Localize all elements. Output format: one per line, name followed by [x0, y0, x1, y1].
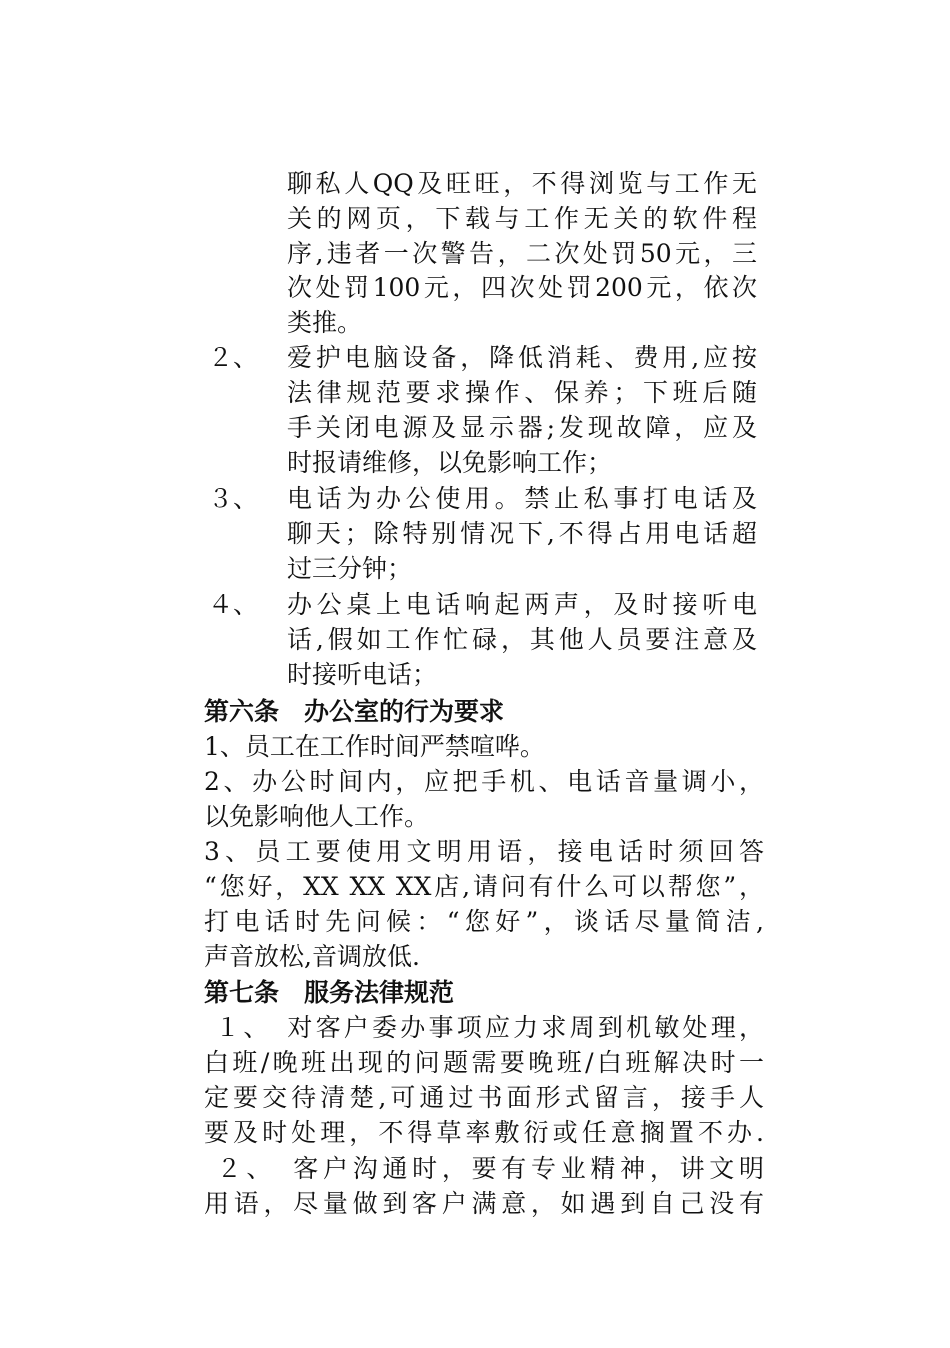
- text-line: 关的网页，下载与工作无关的软件程: [287, 204, 757, 233]
- text-line: 3、员工要使用文明用语，接电话时须回答: [204, 837, 764, 866]
- text-line: 电话为办公使用。禁止私事打电话及: [287, 484, 757, 513]
- section-heading: 第六条 办公室的行为要求: [204, 697, 505, 726]
- text-line: 类推。: [287, 308, 363, 337]
- text-line: 2、办公时间内，应把手机、电话音量调小，: [204, 767, 764, 796]
- text-line: 打电话时先问候：“您好”，谈话尽量简洁,: [204, 907, 764, 936]
- text-line: 1、员工在工作时间严禁喧哗。: [204, 732, 545, 761]
- text-line: 时接听电话；: [287, 660, 438, 689]
- text-line: 次处罚100元，四次处罚200元，依次: [287, 273, 757, 302]
- list-number: ４、: [208, 590, 259, 619]
- text-line: 聊私人QQ及旺旺，不得浏览与工作无: [287, 169, 757, 198]
- text-line: 话,假如工作忙碌，其他人员要注意及: [287, 625, 757, 654]
- list-number: ３、: [208, 484, 259, 513]
- text-line: 时报请维修，以免影响工作；: [287, 448, 613, 477]
- text-line: 用语，尽量做到客户满意，如遇到自己没有: [204, 1189, 764, 1218]
- text-line: 声音放松,音调放低.: [204, 942, 420, 971]
- text-line: 白班/晚班出现的问题需要晚班/白班解决时一: [204, 1048, 764, 1077]
- text-line: 定要交待清楚,可通过书面形式留言，接手人: [204, 1083, 764, 1112]
- text-line: 爱护电脑设备，降低消耗、费用,应按: [287, 343, 757, 372]
- text-line: 聊天；除特别情况下,不得占用电话超: [287, 519, 757, 548]
- text-line: 法律规范要求操作、保养；下班后随: [287, 378, 757, 407]
- text-line: 要及时处理，不得草率敷衍或任意搁置不办.: [204, 1118, 764, 1147]
- text-line: 过三分钟；: [287, 554, 413, 583]
- text-line: 以免影响他人工作。: [204, 802, 430, 831]
- section-heading: 第七条 服务法律规范: [204, 978, 455, 1007]
- list-number: ２、: [208, 343, 259, 372]
- text-line: “您好，XX XX XX店,请问有什么可以帮您”，: [204, 872, 764, 901]
- text-line: 办公桌上电话响起两声，及时接听电: [287, 590, 757, 619]
- text-line: 手关闭电源及显示器;发现故障，应及: [287, 413, 757, 442]
- text-line: ２、 客户沟通时，要有专业精神，讲文明: [204, 1154, 764, 1183]
- text-line: 序,违者一次警告，二次处罚50元，三: [287, 239, 757, 268]
- text-line: １、 对客户委办事项应力求周到机敏处理，: [204, 1013, 764, 1042]
